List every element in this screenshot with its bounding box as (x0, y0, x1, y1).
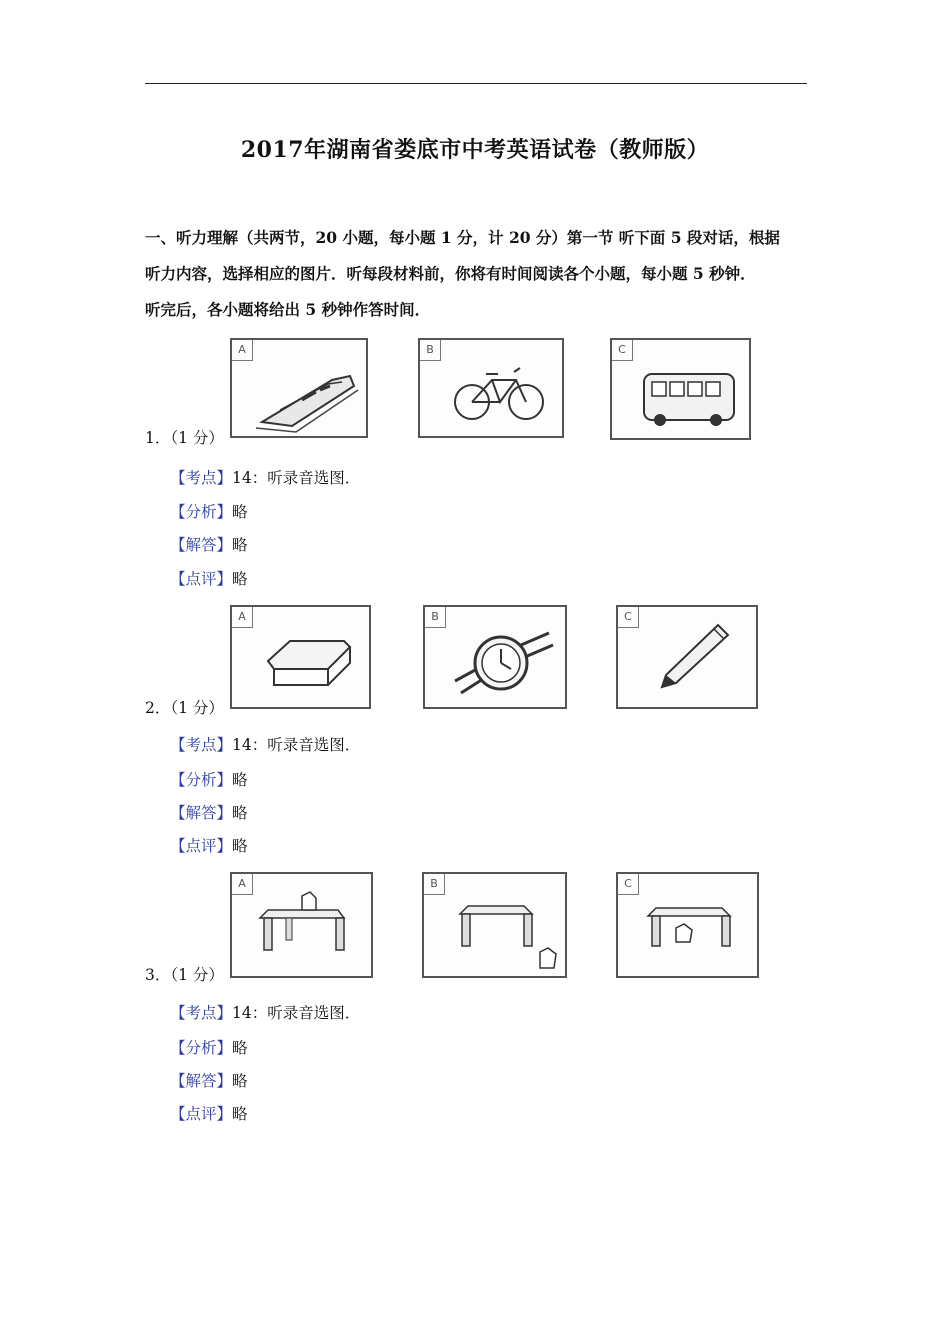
note-tag: 【考点】 (170, 736, 233, 754)
section-intro (145, 220, 807, 328)
toy-beside-table-icon (424, 874, 565, 976)
note-kaodian (170, 1001, 360, 1023)
bicycle-icon (420, 340, 562, 436)
intro-line-3: 听完后，各小题将给出 5 秒钟作答时间． (145, 300, 431, 319)
note-tag: 【解答】 (170, 1072, 233, 1090)
page-title: 2017年湖南省娄底市中考英语试卷（教师版） (240, 137, 710, 163)
note-fenxi (170, 768, 248, 790)
option-letter: A (232, 340, 253, 361)
watch-icon (425, 607, 565, 707)
option-letter: B (424, 874, 445, 895)
note-text: 略 (232, 536, 248, 554)
note-dianping (170, 834, 248, 856)
note-tag: 【点评】 (170, 837, 233, 855)
option-letter: C (618, 874, 639, 895)
note-fenxi (170, 1036, 248, 1058)
pencil-icon (618, 607, 756, 707)
option-letter: B (425, 607, 446, 628)
option-image-1b (418, 338, 564, 438)
note-text: 略 (232, 804, 248, 822)
note-text: 14：听录音选图． (232, 469, 361, 487)
option-image-1a (230, 338, 368, 438)
note-tag: 【考点】 (170, 1004, 233, 1022)
option-letter: C (618, 607, 639, 628)
option-image-3a (230, 872, 373, 978)
note-fenxi (170, 500, 248, 522)
option-letter: A (232, 607, 253, 628)
note-text: 略 (232, 837, 248, 855)
note-dianping (170, 1102, 248, 1124)
note-jieda (170, 1069, 248, 1091)
note-tag: 【点评】 (170, 570, 233, 588)
question-1-number: 1．（1 分） (145, 429, 224, 447)
note-tag: 【解答】 (170, 804, 233, 822)
note-text: 略 (232, 1039, 248, 1057)
option-image-2b (423, 605, 567, 709)
note-jieda (170, 533, 248, 555)
note-tag: 【分析】 (170, 1039, 233, 1057)
note-tag: 【考点】 (170, 469, 233, 487)
note-dianping (170, 567, 248, 589)
header-rule (145, 83, 807, 84)
intro-line-2: 听力内容，选择相应的图片．听每段材料前，你将有时间阅读各个小题，每小题 5 秒钟． (145, 264, 756, 283)
eraser-icon (232, 607, 369, 707)
option-image-2c (616, 605, 758, 709)
option-letter: B (420, 340, 441, 361)
note-tag: 【解答】 (170, 536, 233, 554)
question-3-number: 3．（1 分） (145, 966, 224, 984)
intro-line-1: 一、听力理解（共两节，20 小题，每小题 1 分，计 20 分）第一节 听下面 5 段对话，根据 (145, 228, 780, 247)
toy-under-table-icon (618, 874, 757, 976)
note-text: 略 (232, 570, 248, 588)
note-text: 略 (232, 1105, 248, 1123)
note-kaodian (170, 733, 360, 755)
note-kaodian (170, 466, 360, 488)
option-image-3b (422, 872, 567, 978)
note-text: 14：听录音选图． (232, 736, 361, 754)
option-image-1c (610, 338, 751, 440)
train-icon (232, 340, 366, 436)
note-tag: 【分析】 (170, 771, 233, 789)
toy-on-table-icon (232, 874, 371, 976)
note-tag: 【分析】 (170, 503, 233, 521)
option-letter: A (232, 874, 253, 895)
note-tag: 【点评】 (170, 1105, 233, 1123)
option-letter: C (612, 340, 633, 361)
note-jieda (170, 801, 248, 823)
note-text: 略 (232, 1072, 248, 1090)
question-2-number: 2．（1 分） (145, 699, 224, 717)
bus-icon (612, 340, 749, 438)
option-image-3c (616, 872, 759, 978)
note-text: 略 (232, 503, 248, 521)
note-text: 14：听录音选图． (232, 1004, 361, 1022)
option-image-2a (230, 605, 371, 709)
note-text: 略 (232, 771, 248, 789)
